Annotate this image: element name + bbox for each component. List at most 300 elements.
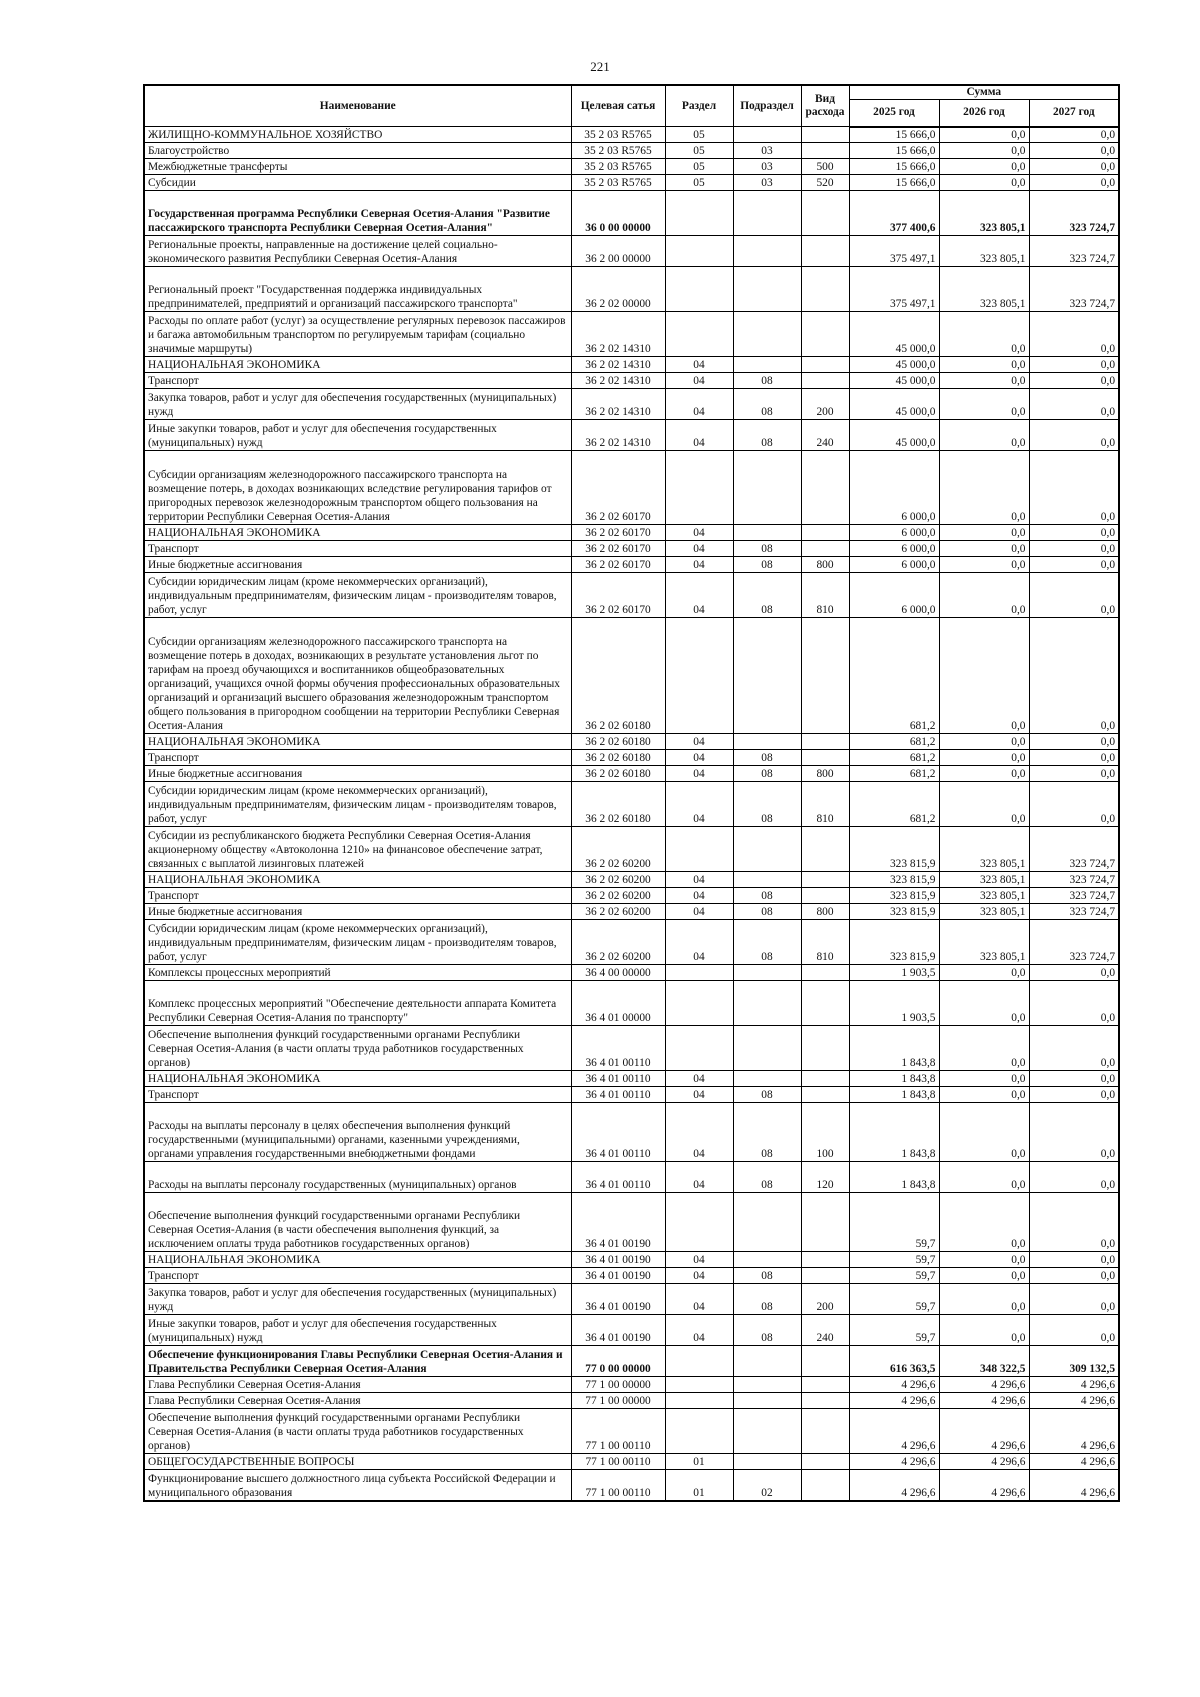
row-subsection xyxy=(733,618,801,734)
header-target: Целевая сатья xyxy=(571,85,665,127)
row-value-2027: 0,0 xyxy=(1029,389,1119,420)
table-row xyxy=(144,981,1119,1026)
row-value-2027: 309 132,5 xyxy=(1029,1346,1119,1377)
row-value-2026: 4 296,6 xyxy=(939,1470,1029,1501)
row-name: Иные бюджетные ассигнования xyxy=(144,557,571,573)
row-subsection: 08 xyxy=(733,420,801,451)
row-target-code: 36 2 02 14310 xyxy=(571,357,665,373)
row-expense-type xyxy=(801,1409,849,1454)
row-value-2026: 323 805,1 xyxy=(939,904,1029,920)
header-section: Раздел xyxy=(665,85,733,127)
table-row xyxy=(144,1252,1119,1268)
row-target-code: 36 2 02 60170 xyxy=(571,573,665,618)
row-expense-type: 810 xyxy=(801,573,849,618)
table-row xyxy=(144,1377,1119,1393)
row-value-2027: 0,0 xyxy=(1029,373,1119,389)
row-value-2026: 0,0 xyxy=(939,159,1029,175)
row-subsection xyxy=(733,525,801,541)
row-target-code: 36 2 02 60200 xyxy=(571,920,665,965)
row-value-2025: 4 296,6 xyxy=(849,1377,939,1393)
row-expense-type: 520 xyxy=(801,175,849,191)
row-value-2025: 1 843,8 xyxy=(849,1087,939,1103)
row-value-2027: 0,0 xyxy=(1029,766,1119,782)
row-value-2025: 375 497,1 xyxy=(849,236,939,267)
row-target-code: 36 2 02 60180 xyxy=(571,766,665,782)
row-value-2027: 0,0 xyxy=(1029,618,1119,734)
row-value-2027: 0,0 xyxy=(1029,175,1119,191)
row-value-2026: 0,0 xyxy=(939,373,1029,389)
row-subsection xyxy=(733,734,801,750)
row-value-2027: 323 724,7 xyxy=(1029,827,1119,872)
row-value-2025: 681,2 xyxy=(849,734,939,750)
row-name: Функционирование высшего должностного лица субъекта Российской Федерации и муниципального образования xyxy=(144,1470,571,1501)
row-section: 04 xyxy=(665,734,733,750)
row-expense-type: 100 xyxy=(801,1103,849,1162)
row-name: НАЦИОНАЛЬНАЯ ЭКОНОМИКА xyxy=(144,1071,571,1087)
row-expense-type xyxy=(801,1470,849,1501)
row-value-2025: 15 666,0 xyxy=(849,127,939,143)
row-value-2026: 0,0 xyxy=(939,734,1029,750)
row-value-2026: 0,0 xyxy=(939,143,1029,159)
row-section xyxy=(665,267,733,312)
row-section: 04 xyxy=(665,1284,733,1315)
table-row xyxy=(144,766,1119,782)
row-expense-type: 800 xyxy=(801,904,849,920)
row-value-2026: 4 296,6 xyxy=(939,1454,1029,1470)
table-row xyxy=(144,267,1119,312)
row-name: Региональный проект "Государственная поддержка индивидуальных предпринимателей, предприятий и организаций пассажирского транспорта" xyxy=(144,267,571,312)
row-section: 01 xyxy=(665,1454,733,1470)
row-value-2025: 323 815,9 xyxy=(849,920,939,965)
row-value-2025: 59,7 xyxy=(849,1193,939,1252)
row-name: НАЦИОНАЛЬНАЯ ЭКОНОМИКА xyxy=(144,734,571,750)
row-name: ОБЩЕГОСУДАРСТВЕННЫЕ ВОПРОСЫ xyxy=(144,1454,571,1470)
row-value-2025: 45 000,0 xyxy=(849,357,939,373)
row-value-2025: 1 843,8 xyxy=(849,1162,939,1193)
table-row xyxy=(144,920,1119,965)
row-section: 05 xyxy=(665,159,733,175)
row-value-2027: 0,0 xyxy=(1029,312,1119,357)
row-subsection xyxy=(733,127,801,143)
row-value-2027: 4 296,6 xyxy=(1029,1470,1119,1501)
row-target-code: 36 2 02 60180 xyxy=(571,618,665,734)
row-name: НАЦИОНАЛЬНАЯ ЭКОНОМИКА xyxy=(144,525,571,541)
table-row xyxy=(144,1409,1119,1454)
table-row xyxy=(144,127,1119,143)
row-name: Субсидии юридическим лицам (кроме некоммерческих организаций), индивидуальным предпринимателям, физическим лицам - производителям товаров, работ, услуг xyxy=(144,920,571,965)
row-value-2027: 0,0 xyxy=(1029,1284,1119,1315)
row-target-code: 36 2 02 60170 xyxy=(571,451,665,525)
row-value-2026: 323 805,1 xyxy=(939,267,1029,312)
row-value-2026: 323 805,1 xyxy=(939,191,1029,236)
row-value-2027: 0,0 xyxy=(1029,1026,1119,1071)
row-value-2026: 0,0 xyxy=(939,1268,1029,1284)
row-value-2027: 0,0 xyxy=(1029,127,1119,143)
row-value-2025: 323 815,9 xyxy=(849,872,939,888)
row-expense-type xyxy=(801,312,849,357)
row-value-2027: 323 724,7 xyxy=(1029,267,1119,312)
row-value-2025: 59,7 xyxy=(849,1315,939,1346)
row-value-2026: 0,0 xyxy=(939,1315,1029,1346)
row-subsection: 08 xyxy=(733,1162,801,1193)
table-row xyxy=(144,191,1119,236)
row-value-2026: 0,0 xyxy=(939,1071,1029,1087)
row-value-2025: 15 666,0 xyxy=(849,159,939,175)
row-value-2026: 323 805,1 xyxy=(939,827,1029,872)
row-expense-type: 200 xyxy=(801,389,849,420)
row-subsection: 08 xyxy=(733,750,801,766)
row-value-2025: 4 296,6 xyxy=(849,1409,939,1454)
row-section: 04 xyxy=(665,888,733,904)
row-target-code: 36 4 01 00000 xyxy=(571,981,665,1026)
row-section: 04 xyxy=(665,1103,733,1162)
row-value-2026: 0,0 xyxy=(939,1026,1029,1071)
row-expense-type xyxy=(801,143,849,159)
row-section: 04 xyxy=(665,541,733,557)
row-subsection xyxy=(733,872,801,888)
table-row xyxy=(144,1026,1119,1071)
row-name: Иные бюджетные ассигнования xyxy=(144,904,571,920)
row-subsection: 08 xyxy=(733,573,801,618)
row-target-code: 36 2 02 14310 xyxy=(571,373,665,389)
row-value-2026: 0,0 xyxy=(939,175,1029,191)
row-expense-type: 800 xyxy=(801,557,849,573)
row-value-2026: 0,0 xyxy=(939,557,1029,573)
row-value-2026: 0,0 xyxy=(939,1087,1029,1103)
row-value-2027: 4 296,6 xyxy=(1029,1409,1119,1454)
row-name: Иные бюджетные ассигнования xyxy=(144,766,571,782)
row-name: Субсидии xyxy=(144,175,571,191)
row-target-code: 35 2 03 R5765 xyxy=(571,143,665,159)
row-target-code: 77 0 00 00000 xyxy=(571,1346,665,1377)
row-value-2026: 0,0 xyxy=(939,573,1029,618)
row-value-2026: 323 805,1 xyxy=(939,872,1029,888)
row-value-2025: 4 296,6 xyxy=(849,1470,939,1501)
budget-table xyxy=(143,84,1120,1502)
table-row xyxy=(144,541,1119,557)
row-expense-type xyxy=(801,1454,849,1470)
row-section: 04 xyxy=(665,357,733,373)
row-target-code: 36 2 02 14310 xyxy=(571,389,665,420)
row-value-2026: 0,0 xyxy=(939,965,1029,981)
row-subsection xyxy=(733,1252,801,1268)
row-expense-type xyxy=(801,1377,849,1393)
row-section: 04 xyxy=(665,557,733,573)
row-value-2027: 0,0 xyxy=(1029,1268,1119,1284)
row-section: 04 xyxy=(665,872,733,888)
row-value-2025: 1 843,8 xyxy=(849,1103,939,1162)
row-subsection: 08 xyxy=(733,782,801,827)
row-section xyxy=(665,965,733,981)
row-value-2027: 323 724,7 xyxy=(1029,236,1119,267)
row-value-2026: 0,0 xyxy=(939,1162,1029,1193)
row-value-2026: 0,0 xyxy=(939,981,1029,1026)
row-expense-type xyxy=(801,888,849,904)
row-target-code: 36 2 02 60200 xyxy=(571,872,665,888)
row-value-2026: 0,0 xyxy=(939,618,1029,734)
row-section xyxy=(665,1409,733,1454)
row-name: Транспорт xyxy=(144,1268,571,1284)
row-expense-type xyxy=(801,373,849,389)
row-value-2027: 0,0 xyxy=(1029,965,1119,981)
table-row xyxy=(144,827,1119,872)
row-value-2027: 0,0 xyxy=(1029,734,1119,750)
row-section xyxy=(665,1026,733,1071)
row-target-code: 36 4 01 00110 xyxy=(571,1071,665,1087)
row-section: 05 xyxy=(665,143,733,159)
row-expense-type xyxy=(801,1268,849,1284)
row-value-2027: 4 296,6 xyxy=(1029,1393,1119,1409)
row-subsection: 08 xyxy=(733,904,801,920)
header-year-2027: 2027 год xyxy=(1029,100,1119,127)
row-expense-type: 240 xyxy=(801,420,849,451)
row-value-2027: 0,0 xyxy=(1029,1193,1119,1252)
row-value-2025: 1 843,8 xyxy=(849,1071,939,1087)
row-value-2027: 323 724,7 xyxy=(1029,920,1119,965)
row-value-2026: 0,0 xyxy=(939,312,1029,357)
row-target-code: 36 4 01 00190 xyxy=(571,1193,665,1252)
row-target-code: 36 4 01 00110 xyxy=(571,1103,665,1162)
row-subsection xyxy=(733,191,801,236)
table-row xyxy=(144,1162,1119,1193)
row-subsection: 08 xyxy=(733,1284,801,1315)
header-name: Наименование xyxy=(144,85,571,127)
row-expense-type xyxy=(801,451,849,525)
row-expense-type xyxy=(801,1393,849,1409)
row-value-2027: 0,0 xyxy=(1029,143,1119,159)
row-target-code: 36 2 02 60170 xyxy=(571,557,665,573)
row-value-2027: 323 724,7 xyxy=(1029,872,1119,888)
table-row xyxy=(144,312,1119,357)
row-value-2027: 4 296,6 xyxy=(1029,1377,1119,1393)
table-row xyxy=(144,1087,1119,1103)
row-name: Субсидии организациям железнодорожного пассажирского транспорта на возмещение потерь, в доходах возникающих вследствие регулирования тарифов от пригородных перевозок железнодорожным транспортом общего пользования на территории Республики Северная Осетия-Алания xyxy=(144,451,571,525)
header-sum: Сумма xyxy=(849,85,1119,100)
row-subsection: 08 xyxy=(733,888,801,904)
row-name: Субсидии организациям железнодорожного пассажирского транспорта на возмещение потерь в доходах, возникающих в результате установления льгот по тарифам на проезд обучающихся и воспитанников общеобразовательных организаций, учащихся очной формы обучения профессиональных образовательных организаций и организаций высшего образования железнодорожным транспортом общего пользования в пригородном сообщении на территории Республики Северная Осетия-Алания xyxy=(144,618,571,734)
row-name: Расходы на выплаты персоналу в целях обеспечения выполнения функций государственными (муниципальными) органами, казенными учреждениями, органами управления государственными внебюджетными фондами xyxy=(144,1103,571,1162)
row-expense-type xyxy=(801,1071,849,1087)
row-value-2026: 4 296,6 xyxy=(939,1377,1029,1393)
row-section: 05 xyxy=(665,127,733,143)
row-value-2025: 681,2 xyxy=(849,766,939,782)
row-subsection xyxy=(733,827,801,872)
row-value-2025: 15 666,0 xyxy=(849,143,939,159)
row-expense-type: 240 xyxy=(801,1315,849,1346)
row-value-2025: 4 296,6 xyxy=(849,1454,939,1470)
row-expense-type xyxy=(801,872,849,888)
row-name: НАЦИОНАЛЬНАЯ ЭКОНОМИКА xyxy=(144,357,571,373)
row-target-code: 77 1 00 00110 xyxy=(571,1409,665,1454)
row-target-code: 36 4 01 00190 xyxy=(571,1315,665,1346)
row-subsection: 08 xyxy=(733,766,801,782)
row-value-2027: 0,0 xyxy=(1029,573,1119,618)
row-section: 04 xyxy=(665,1162,733,1193)
row-expense-type xyxy=(801,525,849,541)
row-section: 04 xyxy=(665,525,733,541)
row-value-2026: 0,0 xyxy=(939,389,1029,420)
table-row xyxy=(144,1103,1119,1162)
row-target-code: 36 4 01 00190 xyxy=(571,1268,665,1284)
row-value-2026: 0,0 xyxy=(939,1193,1029,1252)
row-expense-type: 200 xyxy=(801,1284,849,1315)
table-row xyxy=(144,373,1119,389)
row-expense-type xyxy=(801,236,849,267)
row-subsection xyxy=(733,357,801,373)
table-row xyxy=(144,1071,1119,1087)
row-section: 04 xyxy=(665,1268,733,1284)
row-name: Субсидии юридическим лицам (кроме некоммерческих организаций), индивидуальным предпринимателям, физическим лицам - производителям товаров, работ, услуг xyxy=(144,573,571,618)
row-target-code: 77 1 00 00000 xyxy=(571,1377,665,1393)
row-target-code: 36 0 00 00000 xyxy=(571,191,665,236)
row-name: Транспорт xyxy=(144,750,571,766)
row-target-code: 36 4 01 00190 xyxy=(571,1252,665,1268)
row-section xyxy=(665,1193,733,1252)
table-header xyxy=(144,85,1119,127)
row-name: Транспорт xyxy=(144,1087,571,1103)
row-target-code: 36 2 02 60180 xyxy=(571,750,665,766)
table-row xyxy=(144,143,1119,159)
row-subsection: 08 xyxy=(733,1268,801,1284)
table-row xyxy=(144,175,1119,191)
row-value-2027: 0,0 xyxy=(1029,1071,1119,1087)
row-value-2026: 0,0 xyxy=(939,357,1029,373)
row-expense-type: 800 xyxy=(801,766,849,782)
row-value-2025: 59,7 xyxy=(849,1284,939,1315)
row-value-2026: 0,0 xyxy=(939,782,1029,827)
row-subsection xyxy=(733,312,801,357)
row-target-code: 36 4 01 00190 xyxy=(571,1284,665,1315)
row-name: Глава Республики Северная Осетия-Алания xyxy=(144,1377,571,1393)
row-value-2025: 45 000,0 xyxy=(849,373,939,389)
row-expense-type: 810 xyxy=(801,782,849,827)
table-row xyxy=(144,357,1119,373)
row-target-code: 36 2 02 14310 xyxy=(571,312,665,357)
row-name: Обеспечение выполнения функций государственными органами Республики Северная Осетия-Алания (в части оплаты труда работников государственных органов) xyxy=(144,1409,571,1454)
row-subsection: 03 xyxy=(733,175,801,191)
row-subsection: 02 xyxy=(733,1470,801,1501)
row-name: Транспорт xyxy=(144,541,571,557)
row-name: Закупка товаров, работ и услуг для обеспечения государственных (муниципальных) нужд xyxy=(144,1284,571,1315)
row-section: 04 xyxy=(665,389,733,420)
row-section: 04 xyxy=(665,782,733,827)
row-value-2026: 0,0 xyxy=(939,451,1029,525)
row-target-code: 77 1 00 00110 xyxy=(571,1470,665,1501)
row-value-2025: 6 000,0 xyxy=(849,557,939,573)
row-value-2027: 0,0 xyxy=(1029,420,1119,451)
table-row xyxy=(144,451,1119,525)
row-name: Глава Республики Северная Осетия-Алания xyxy=(144,1393,571,1409)
row-subsection: 08 xyxy=(733,373,801,389)
table-row xyxy=(144,1346,1119,1377)
row-expense-type xyxy=(801,734,849,750)
row-value-2025: 1 903,5 xyxy=(849,965,939,981)
row-name: Благоустройство xyxy=(144,143,571,159)
row-value-2025: 15 666,0 xyxy=(849,175,939,191)
row-section xyxy=(665,1393,733,1409)
row-value-2025: 1 843,8 xyxy=(849,1026,939,1071)
row-section xyxy=(665,1346,733,1377)
row-target-code: 36 4 01 00110 xyxy=(571,1087,665,1103)
row-value-2025: 45 000,0 xyxy=(849,420,939,451)
row-value-2025: 45 000,0 xyxy=(849,312,939,357)
row-subsection: 08 xyxy=(733,1103,801,1162)
row-value-2025: 6 000,0 xyxy=(849,573,939,618)
row-value-2026: 0,0 xyxy=(939,1284,1029,1315)
row-target-code: 77 1 00 00000 xyxy=(571,1393,665,1409)
row-value-2026: 0,0 xyxy=(939,420,1029,451)
row-subsection xyxy=(733,981,801,1026)
row-value-2027: 0,0 xyxy=(1029,750,1119,766)
table-row xyxy=(144,1315,1119,1346)
row-section: 04 xyxy=(665,1315,733,1346)
row-subsection xyxy=(733,1454,801,1470)
row-value-2025: 377 400,6 xyxy=(849,191,939,236)
row-section xyxy=(665,312,733,357)
row-value-2026: 4 296,6 xyxy=(939,1409,1029,1454)
row-name: Государственная программа Республики Северная Осетия-Алания "Развитие пассажирского транспорта Республики Северная Осетия-Алания" xyxy=(144,191,571,236)
header-year-2025: 2025 год xyxy=(849,100,939,127)
row-value-2027: 323 724,7 xyxy=(1029,904,1119,920)
row-subsection xyxy=(733,1193,801,1252)
row-value-2027: 0,0 xyxy=(1029,451,1119,525)
row-name: Субсидии юридическим лицам (кроме некоммерческих организаций), индивидуальным предпринимателям, физическим лицам - производителям товаров, работ, услуг xyxy=(144,782,571,827)
row-value-2026: 323 805,1 xyxy=(939,920,1029,965)
table-row xyxy=(144,618,1119,734)
row-value-2026: 0,0 xyxy=(939,766,1029,782)
row-value-2026: 0,0 xyxy=(939,127,1029,143)
row-name: Расходы на выплаты персоналу государственных (муниципальных) органов xyxy=(144,1162,571,1193)
row-name: НАЦИОНАЛЬНАЯ ЭКОНОМИКА xyxy=(144,1252,571,1268)
row-target-code: 35 2 03 R5765 xyxy=(571,127,665,143)
row-name: Расходы по оплате работ (услуг) за осуществление регулярных перевозок пассажиров и багажа автомобильным транспортом по регулируемым тарифам (социально значимые маршруты) xyxy=(144,312,571,357)
row-target-code: 36 2 02 60200 xyxy=(571,888,665,904)
row-subsection: 08 xyxy=(733,557,801,573)
table-row xyxy=(144,1454,1119,1470)
row-expense-type xyxy=(801,981,849,1026)
row-value-2027: 0,0 xyxy=(1029,557,1119,573)
row-value-2027: 0,0 xyxy=(1029,1252,1119,1268)
row-subsection: 08 xyxy=(733,1315,801,1346)
row-value-2026: 4 296,6 xyxy=(939,1393,1029,1409)
row-section: 04 xyxy=(665,1252,733,1268)
table-row xyxy=(144,236,1119,267)
row-value-2025: 323 815,9 xyxy=(849,827,939,872)
row-target-code: 36 4 01 00110 xyxy=(571,1026,665,1071)
row-expense-type xyxy=(801,541,849,557)
row-expense-type xyxy=(801,357,849,373)
row-expense-type xyxy=(801,1346,849,1377)
row-expense-type xyxy=(801,1193,849,1252)
row-value-2026: 0,0 xyxy=(939,750,1029,766)
row-subsection xyxy=(733,267,801,312)
row-subsection: 03 xyxy=(733,159,801,175)
row-value-2026: 323 805,1 xyxy=(939,888,1029,904)
row-name: Региональные проекты, направленные на достижение целей социально-экономического развития Республики Северная Осетия-Алания xyxy=(144,236,571,267)
row-section xyxy=(665,981,733,1026)
row-value-2027: 0,0 xyxy=(1029,1162,1119,1193)
row-value-2027: 0,0 xyxy=(1029,357,1119,373)
row-value-2025: 323 815,9 xyxy=(849,888,939,904)
row-target-code: 36 2 02 60180 xyxy=(571,734,665,750)
row-section xyxy=(665,191,733,236)
row-value-2025: 681,2 xyxy=(849,618,939,734)
row-name: Обеспечение выполнения функций государственными органами Республики Северная Осетия-Алания (в части оплаты труда работников государственных органов) xyxy=(144,1026,571,1071)
row-expense-type xyxy=(801,267,849,312)
row-target-code: 35 2 03 R5765 xyxy=(571,175,665,191)
row-name: Субсидии из республиканского бюджета Республики Северная Осетия-Алания акционерному обществу «Автоколонна 1210» на финансовое обеспечение затрат, связанных с выплатой лизинговых платежей xyxy=(144,827,571,872)
row-subsection xyxy=(733,236,801,267)
